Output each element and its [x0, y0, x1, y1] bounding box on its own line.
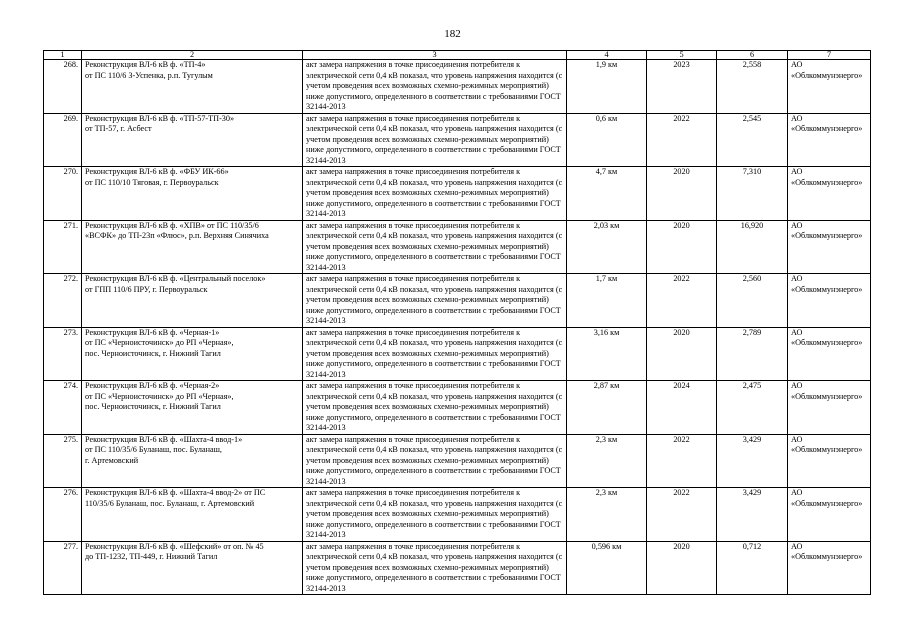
justification-cell: акт замера напряжения в точке присоединения потребителя к электрической сети 0,4 кВ показал, что уровень напряжения находится (с учетом проведения всех возможных схемно-режимных мероприятий) ниже допустимого, определенного в соответствии с требованиями ГОСТ 32144-2013 — [303, 381, 567, 435]
value-cell: 0,712 — [717, 541, 788, 595]
value-cell: 16,920 — [717, 220, 788, 274]
table-row — [44, 60, 871, 114]
length-cell: 1,9 км — [567, 60, 647, 114]
organization-cell: АО «Облкоммунэнерго» — [788, 274, 871, 328]
row-number-cell: 275. — [44, 434, 82, 488]
value-cell: 2,558 — [717, 60, 788, 114]
row-number-cell: 272. — [44, 274, 82, 328]
organization-cell: АО «Облкоммунэнерго» — [788, 220, 871, 274]
object-name-cell: Реконструкция ВЛ-6 кВ ф. «Черная-1» от ПС «Черноисточинск» до РП «Черная», пос. Черноисточинск, г. Нижний Тагил — [82, 327, 303, 381]
length-cell: 2,3 км — [567, 488, 647, 542]
value-cell: 3,429 — [717, 434, 788, 488]
value-cell: 2,560 — [717, 274, 788, 328]
object-name-cell: Реконструкция ВЛ-6 кВ ф. «Центральный поселок» от ГПП 110/6 ПРУ, г. Первоуральск — [82, 274, 303, 328]
table-row — [44, 488, 871, 542]
length-cell: 2,03 км — [567, 220, 647, 274]
column-header: 7 — [788, 51, 871, 60]
organization-cell: АО «Облкоммунэнерго» — [788, 327, 871, 381]
value-cell: 2,475 — [717, 381, 788, 435]
row-number-cell: 269. — [44, 113, 82, 167]
organization-cell: АО «Облкоммунэнерго» — [788, 381, 871, 435]
object-name-cell: Реконструкция ВЛ-6 кВ ф. «Шахта-4 ввод-2» от ПС 110/35/6 Буланаш, пос. Буланаш, г. Артемовский — [82, 488, 303, 542]
object-name-cell: Реконструкция ВЛ-6 кВ ф. «ФБУ ИК-66» от ПС 110/10 Тяговая, г. Первоуральск — [82, 167, 303, 221]
column-header: 4 — [567, 51, 647, 60]
value-cell: 7,310 — [717, 167, 788, 221]
row-number-cell: 271. — [44, 220, 82, 274]
page-number: 182 — [444, 28, 461, 40]
year-cell: 2022 — [647, 488, 717, 542]
table-row — [44, 327, 871, 381]
table-row — [44, 113, 871, 167]
justification-cell: акт замера напряжения в точке присоединения потребителя к электрической сети 0,4 кВ показал, что уровень напряжения находится (с учетом проведения всех возможных схемно-режимных мероприятий) ниже допустимого, определенного в соответствии с требованиями ГОСТ 32144-2013 — [303, 488, 567, 542]
row-number-cell: 268. — [44, 60, 82, 114]
row-number-cell: 276. — [44, 488, 82, 542]
organization-cell: АО «Облкоммунэнерго» — [788, 167, 871, 221]
year-cell: 2022 — [647, 274, 717, 328]
length-cell: 2,3 км — [567, 434, 647, 488]
object-name-cell: Реконструкция ВЛ-6 кВ ф. «ТП-4» от ПС 110/6 З-Успенка, р.п. Тугулым — [82, 60, 303, 114]
column-header: 2 — [82, 51, 303, 60]
data-table — [43, 50, 871, 595]
column-header: 6 — [717, 51, 788, 60]
length-cell: 0,596 км — [567, 541, 647, 595]
organization-cell: АО «Облкоммунэнерго» — [788, 434, 871, 488]
object-name-cell: Реконструкция ВЛ-6 кВ ф. «Шефский» от оп. № 45 до ТП-1232, ТП-449, г. Нижний Тагил — [82, 541, 303, 595]
organization-cell: АО «Облкоммунэнерго» — [788, 488, 871, 542]
object-name-cell: Реконструкция ВЛ-6 кВ ф. «ТП-57-ТП-30» от ТП-57, г. Асбест — [82, 113, 303, 167]
length-cell: 2,87 км — [567, 381, 647, 435]
column-number-row — [44, 51, 871, 60]
table-row — [44, 434, 871, 488]
column-header: 1 — [44, 51, 82, 60]
row-number-cell: 273. — [44, 327, 82, 381]
object-name-cell: Реконструкция ВЛ-6 кВ ф. «ХПВ» от ПС 110/35/6 «ВСФК» до ТП-23п «Флюс», р.п. Верхняя Синячиха — [82, 220, 303, 274]
row-number-cell: 277. — [44, 541, 82, 595]
year-cell: 2020 — [647, 541, 717, 595]
value-cell: 2,789 — [717, 327, 788, 381]
justification-cell: акт замера напряжения в точке присоединения потребителя к электрической сети 0,4 кВ показал, что уровень напряжения находится (с учетом проведения всех возможных схемно-режимных мероприятий) ниже допустимого, определенного в соответствии с требованиями ГОСТ 32144-2013 — [303, 60, 567, 114]
value-cell: 2,545 — [717, 113, 788, 167]
table-row — [44, 220, 871, 274]
organization-cell: АО «Облкоммунэнерго» — [788, 60, 871, 114]
length-cell: 1,7 км — [567, 274, 647, 328]
organization-cell: АО «Облкоммунэнерго» — [788, 541, 871, 595]
year-cell: 2023 — [647, 60, 717, 114]
year-cell: 2022 — [647, 434, 717, 488]
year-cell: 2020 — [647, 327, 717, 381]
table-row — [44, 541, 871, 595]
justification-cell: акт замера напряжения в точке присоединения потребителя к электрической сети 0,4 кВ показал, что уровень напряжения находится (с учетом проведения всех возможных схемно-режимных мероприятий) ниже допустимого, определенного в соответствии с требованиями ГОСТ 32144-2013 — [303, 167, 567, 221]
justification-cell: акт замера напряжения в точке присоединения потребителя к электрической сети 0,4 кВ показал, что уровень напряжения находится (с учетом проведения всех возможных схемно-режимных мероприятий) ниже допустимого, определенного в соответствии с требованиями ГОСТ 32144-2013 — [303, 274, 567, 328]
object-name-cell: Реконструкция ВЛ-6 кВ ф. «Черная-2» от ПС «Черноисточинск» до РП «Черная», пос. Черноисточинск, г. Нижний Тагил — [82, 381, 303, 435]
row-number-cell: 274. — [44, 381, 82, 435]
justification-cell: акт замера напряжения в точке присоединения потребителя к электрической сети 0,4 кВ показал, что уровень напряжения находится (с учетом проведения всех возможных схемно-режимных мероприятий) ниже допустимого, определенного в соответствии с требованиями ГОСТ 32144-2013 — [303, 113, 567, 167]
justification-cell: акт замера напряжения в точке присоединения потребителя к электрической сети 0,4 кВ показал, что уровень напряжения находится (с учетом проведения всех возможных схемно-режимных мероприятий) ниже допустимого, определенного в соответствии с требованиями ГОСТ 32144-2013 — [303, 327, 567, 381]
year-cell: 2020 — [647, 167, 717, 221]
organization-cell: АО «Облкоммунэнерго» — [788, 113, 871, 167]
column-header: 3 — [303, 51, 567, 60]
table-row — [44, 167, 871, 221]
object-name-cell: Реконструкция ВЛ-6 кВ ф. «Шахта-4 ввод-1» от ПС 110/35/6 Буланаш, пос. Буланаш, г. Артемовский — [82, 434, 303, 488]
length-cell: 3,16 км — [567, 327, 647, 381]
column-header: 5 — [647, 51, 717, 60]
justification-cell: акт замера напряжения в точке присоединения потребителя к электрической сети 0,4 кВ показал, что уровень напряжения находится (с учетом проведения всех возможных схемно-режимных мероприятий) ниже допустимого, определенного в соответствии с требованиями ГОСТ 32144-2013 — [303, 220, 567, 274]
length-cell: 0,6 км — [567, 113, 647, 167]
year-cell: 2020 — [647, 220, 717, 274]
row-number-cell: 270. — [44, 167, 82, 221]
table-row — [44, 274, 871, 328]
justification-cell: акт замера напряжения в точке присоединения потребителя к электрической сети 0,4 кВ показал, что уровень напряжения находится (с учетом проведения всех возможных схемно-режимных мероприятий) ниже допустимого, определенного в соответствии с требованиями ГОСТ 32144-2013 — [303, 541, 567, 595]
table-row — [44, 381, 871, 435]
justification-cell: акт замера напряжения в точке присоединения потребителя к электрической сети 0,4 кВ показал, что уровень напряжения находится (с учетом проведения всех возможных схемно-режимных мероприятий) ниже допустимого, определенного в соответствии с требованиями ГОСТ 32144-2013 — [303, 434, 567, 488]
year-cell: 2022 — [647, 113, 717, 167]
length-cell: 4,7 км — [567, 167, 647, 221]
table-body — [44, 60, 871, 595]
value-cell: 3,429 — [717, 488, 788, 542]
year-cell: 2024 — [647, 381, 717, 435]
